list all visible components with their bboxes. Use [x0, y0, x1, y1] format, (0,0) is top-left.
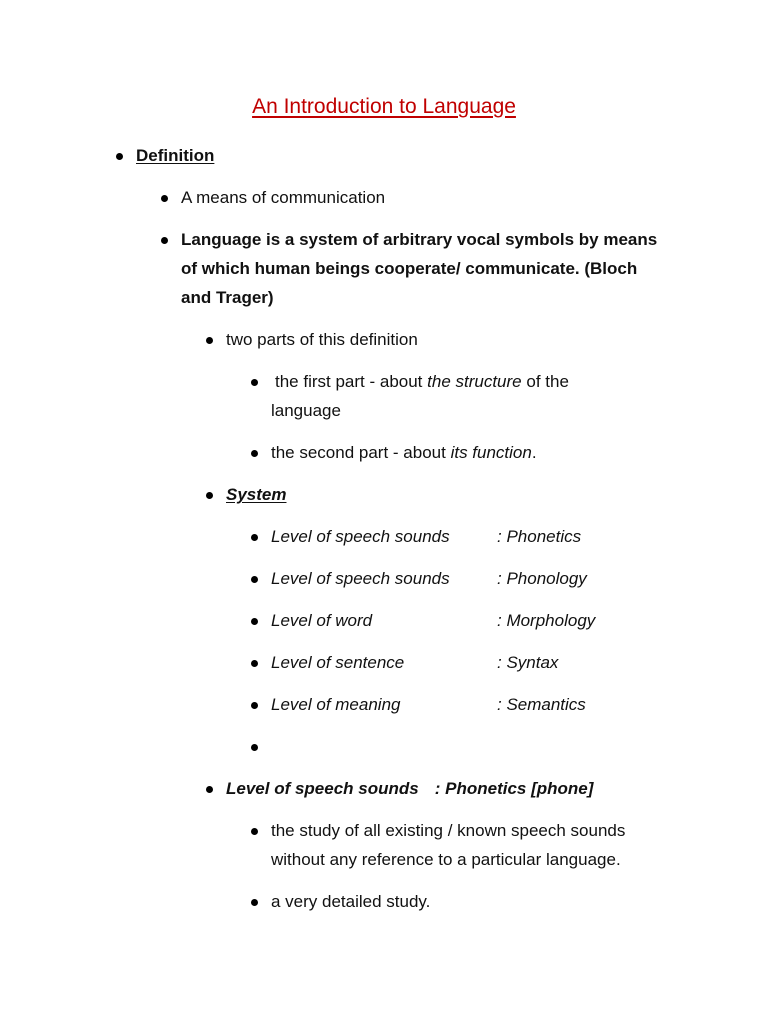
- definition-heading: Definition: [136, 146, 215, 165]
- phonetics-detail-1-line-1: the study of all existing / known speech sounds: [271, 821, 626, 840]
- phonetics-detail-1-line-2: without any reference to a particular language.: [271, 850, 621, 869]
- level-row-phonology: [271, 564, 587, 593]
- level-row-syntax: [271, 648, 558, 677]
- bullet-icon: [161, 237, 168, 244]
- level-name: Level of meaning: [271, 695, 401, 714]
- level-field: : Phonology: [497, 569, 587, 588]
- second-part-emphasis: its function: [450, 443, 532, 462]
- level-name: Level of speech sounds: [271, 569, 450, 588]
- bullet-icon: [251, 534, 258, 541]
- level-name: Level of word: [271, 611, 373, 630]
- bullet-icon: [251, 899, 258, 906]
- level-field: : Phonetics: [497, 527, 582, 546]
- phonetics-heading-field: : Phonetics [phone]: [434, 779, 594, 798]
- level-row-phonetics: [271, 522, 581, 551]
- document-title: An Introduction to Language: [252, 95, 516, 118]
- first-part-prefix: the first part - about: [275, 372, 428, 391]
- level-field: : Semantics: [497, 695, 586, 714]
- bloch-definition-line-1: Language is a system of arbitrary vocal symbols by means: [181, 230, 658, 249]
- first-part-item: [275, 367, 569, 396]
- level-field: : Morphology: [497, 611, 596, 630]
- bullet-icon: [251, 618, 258, 625]
- empty-bullet-icon: [251, 744, 258, 751]
- two-parts-item: two parts of this definition: [226, 330, 418, 349]
- level-field: : Syntax: [497, 653, 559, 672]
- bullet-icon: [116, 153, 123, 160]
- bullet-icon: [251, 828, 258, 835]
- second-part-item: [271, 438, 537, 467]
- first-part-emphasis: the structure: [427, 372, 522, 391]
- second-part-suffix: .: [531, 443, 537, 462]
- bullet-icon: [251, 702, 258, 709]
- phonetics-heading: [226, 774, 593, 803]
- bullet-icon: [251, 379, 258, 386]
- bullet-icon: [251, 450, 258, 457]
- phonetics-detail-2: a very detailed study.: [271, 892, 431, 911]
- system-heading: System: [226, 485, 287, 504]
- first-part-suffix: of the: [521, 372, 569, 391]
- second-part-prefix: the second part - about: [271, 443, 451, 462]
- bullet-icon: [251, 576, 258, 583]
- bloch-definition-line-3: and Trager): [181, 288, 274, 307]
- level-name: Level of sentence: [271, 653, 405, 672]
- bullet-icon: [206, 492, 213, 499]
- bullet-icon: [251, 660, 258, 667]
- first-part-line-2: language: [271, 401, 341, 420]
- level-row-semantics: [271, 690, 586, 719]
- bullet-icon: [206, 786, 213, 793]
- bullet-icon: [161, 195, 168, 202]
- bullet-icon: [206, 337, 213, 344]
- bloch-definition-line-2: of which human beings cooperate/ communicate. (Bloch: [181, 259, 638, 278]
- means-item: A means of communication: [181, 188, 386, 207]
- level-name: Level of speech sounds: [271, 527, 450, 546]
- phonetics-heading-level: Level of speech sounds: [226, 779, 419, 798]
- level-row-morphology: [271, 606, 595, 635]
